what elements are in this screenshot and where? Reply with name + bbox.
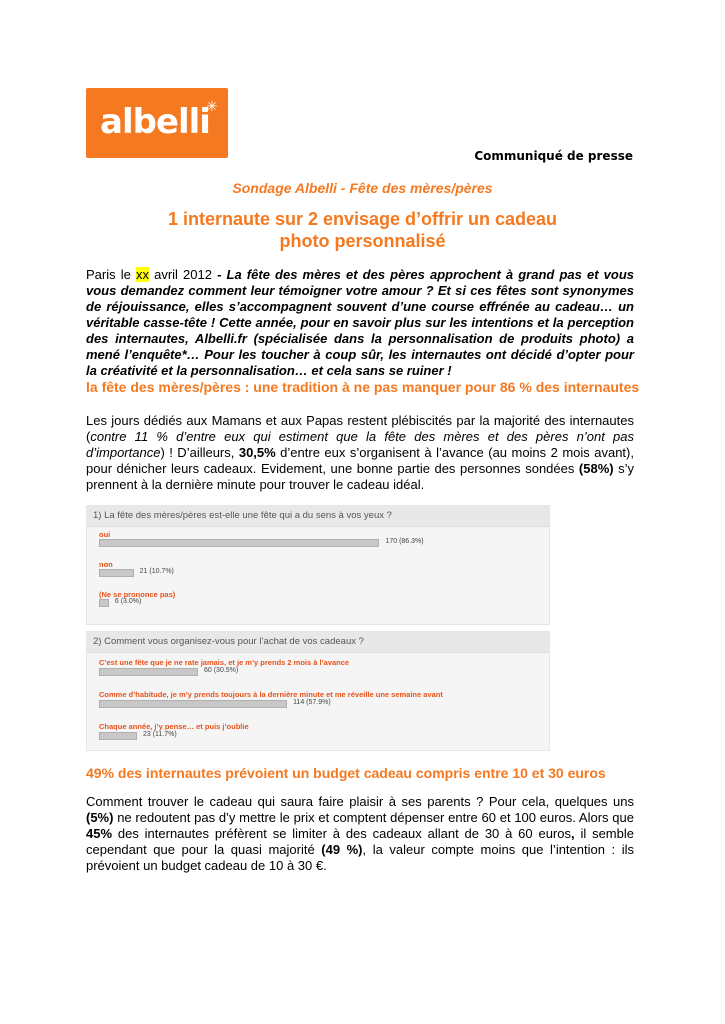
section-heading-tradition: la fête des mères/pères : une tradition à ne pas manquer pour 86 % des internautes: [86, 379, 640, 395]
option-label: non: [99, 560, 113, 569]
bar: [99, 668, 198, 676]
text-run: s’y prennent à la dernière minute pour trouver le cadeau idéal.: [86, 461, 635, 492]
text-run-bold: (49 %): [321, 842, 363, 857]
sparkle-icon: ✳: [206, 98, 218, 114]
bar: [99, 599, 109, 607]
bar-track: [99, 668, 424, 676]
chart-option-row: [87, 557, 549, 587]
text-run: il semble cependant que pour la quasi majorité: [86, 826, 634, 857]
chart-option-row: [87, 527, 549, 557]
chart-option-row: [87, 717, 549, 749]
text-run-bold: 30,5%: [238, 445, 276, 460]
chart-question: 1) La fête des mères/pères est-elle une fête qui a du sens à vos yeux ?: [87, 506, 549, 527]
intro-paragraph: [86, 267, 634, 379]
survey-chart-2: [86, 631, 550, 751]
chart-option-row: [87, 653, 549, 685]
text-run: d’entre eux s’organisent à l’avance (au moins 2 mois avant), pour dénicher leurs cadeaux. Evidement, une bonne partie des personnes sondées: [86, 445, 634, 476]
survey-subtitle: Sondage Albelli - Fête des mères/pères: [232, 180, 493, 196]
headline-line-1: 1 internaute sur 2 envisage d’offrir un cadeau: [167, 209, 558, 229]
text-run-bold: ,: [571, 826, 575, 841]
bar-value-label: 60 (30.5%): [203, 667, 239, 674]
section-heading-budget: 49% des internautes prévoient un budget cadeau compris entre 10 et 30 euros: [86, 765, 606, 781]
text-run: ne redoutent pas d’y mettre le prix et comptent dépenser entre 60 et 100 euros. Alors que: [113, 810, 634, 825]
bar: [99, 569, 134, 577]
bar-value-label: 170 (86.3%): [385, 538, 424, 545]
chart-options: [87, 653, 549, 749]
bar-value-label: 23 (11.7%): [142, 731, 177, 738]
bar-value-label: 114 (57.9%): [293, 699, 331, 706]
text-run-bold: (58%): [578, 461, 614, 476]
option-label: (Ne se prononce pas): [99, 590, 176, 599]
text-run-bold: 45%: [86, 826, 113, 841]
bar-value-label: 6 (3.0%): [114, 598, 142, 605]
bar: [99, 700, 287, 708]
headline: [150, 208, 575, 252]
text-run: ) ! D’ailleurs,: [160, 445, 239, 460]
intro-date: avril 2012: [148, 267, 218, 282]
chart-option-row: [87, 587, 549, 617]
intro-body: - La fête des mères et des pères approchent à grand pas et vous vous demandez comment leur témoigner votre amour ? Et si ces fêtes sont synonymes de réjouissance, elles s’accompagnent souvent d’une course effrénée au cadeau… un véritable casse-tête ! Cette année, pour en savoir plus sur les intentions et la perception des internautes, Albelli.fr (spécialisée dans la personnalisation de produits photo) a mené l’enquête*… Pour les toucher à coup sûr, les internautes ont décidé d’opter pour la créativité et la personnalisation… et cela sans se ruiner !: [86, 267, 634, 378]
tradition-paragraph: [86, 413, 634, 493]
option-label: C’est une fête que je ne rate jamais, et je m’y prends 2 mois à l’avance: [99, 658, 350, 667]
text-run-bold: (5%): [86, 810, 114, 825]
albelli-logo: [86, 88, 228, 158]
bar: [99, 732, 137, 740]
chart-question: 2) Comment vous organisez-vous pour l’achat de vos cadeaux ?: [87, 632, 549, 653]
bar-track: [99, 700, 424, 708]
option-label: oui: [99, 530, 111, 539]
chart-options: [87, 527, 549, 617]
text-run: Les jours dédiés aux Mamans et aux Papas restent plébiscités par la majorité des internautes (: [86, 413, 634, 444]
logo-wordmark: albelli: [100, 102, 210, 142]
headline-line-2: photo personnalisé: [279, 231, 446, 251]
text-run: , la valeur compte moins que l’intention : ils prévoient un budget cadeau de 10 à 30 €.: [86, 842, 634, 873]
bar-track: [99, 599, 424, 607]
date-placeholder-highlight: xx: [135, 267, 149, 282]
option-label: Chaque année, j’y pense… et puis j’oublie: [99, 722, 249, 731]
bar-track: [99, 539, 424, 547]
chart-option-row: [87, 685, 549, 717]
survey-chart-1: [86, 505, 550, 625]
text-run: Comment trouver le cadeau qui saura faire plaisir à ses parents ? Pour cela, quelques uns: [86, 794, 634, 809]
intro-lead: Paris le: [86, 267, 136, 282]
bar: [99, 539, 379, 547]
option-label: Comme d’habitude, je m’y prends toujours à la dernière minute et me réveille une semaine avant: [99, 690, 443, 699]
budget-paragraph: [86, 794, 634, 874]
text-run-italic: contre 11 % d’entre eux qui estiment que la fête des mères et des pères n’ont pas d’importance: [86, 429, 634, 460]
press-release-label: Communiqué de presse: [474, 149, 633, 163]
text-run: des internautes préfèrent se limiter à des cadeaux allant de 30 à 60 euros: [112, 826, 571, 841]
bar-value-label: 21 (10.7%): [139, 568, 174, 575]
